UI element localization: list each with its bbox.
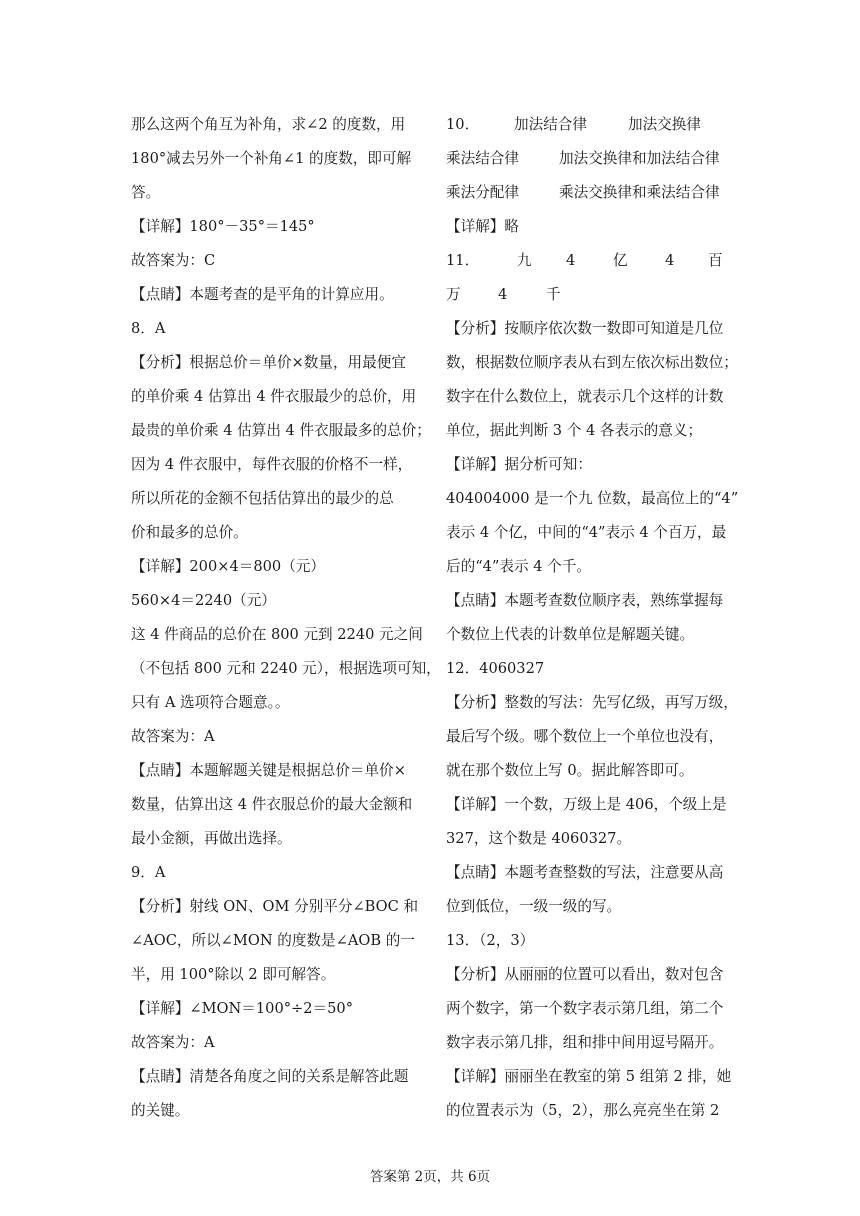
text-line: 【详解】180°－35°＝145°	[131, 218, 315, 235]
answer-term: 加法结合律	[514, 116, 587, 133]
question-number: 11．	[446, 252, 480, 269]
right-column	[446, 108, 746, 1128]
text-line: 最小金额，再做出选择。	[131, 830, 292, 847]
answer-term: 加法交换律和加法结合律	[559, 150, 720, 167]
text-line: 数，根据数位顺序表从右到左依次标出数位；	[446, 354, 738, 371]
left-column	[131, 108, 441, 1128]
answer-term: 千	[546, 286, 561, 303]
text-line: 数字在什么数位上，就表示几个这样的计数	[446, 388, 724, 405]
text-line: 最后写个级。哪个数位上一个单位也没有，	[446, 728, 724, 745]
text-line: 【详解】一个数，万级上是 406，个级上是	[446, 796, 727, 813]
text-line: 这 4 件商品的总价在 800 元到 2240 元之间	[131, 626, 423, 643]
text-line: 价和最多的总价。	[131, 524, 248, 541]
text-line: 后的“4”表示 4 个千。	[446, 558, 591, 575]
text-line: 故答案为：C	[131, 252, 216, 269]
answer-term: 亿	[613, 252, 628, 269]
text-line: 半，用 100°除以 2 即可解答。	[131, 966, 336, 983]
question-number: 10．	[446, 116, 480, 133]
answer-term: 九	[517, 252, 532, 269]
text-line: 【分析】按顺序依次数一数即可知道是几位	[446, 320, 724, 337]
question-heading: 9．A	[131, 864, 166, 881]
text-line: 【点睛】本题考查的是平角的计算应用。	[131, 286, 394, 303]
answer-term: 4	[566, 252, 576, 269]
question-heading: 13．（2，3）	[446, 932, 535, 949]
question-heading: 8．A	[131, 320, 166, 337]
text-line: 【详解】据分析可知：	[446, 456, 592, 473]
text-line: 个数位上代表的计数单位是解题关键。	[446, 626, 695, 643]
answer-term: 4	[498, 286, 508, 303]
text-line: 327，这个数是 4060327。	[446, 830, 632, 847]
text-line: 单位，据此判断 3 个 4 各表示的意义；	[446, 422, 703, 439]
text-line: 的单价乘 4 估算出 4 件衣服最少的总价，用	[131, 388, 417, 405]
text-line: 【点睛】本题解题关键是根据总价＝单价×	[131, 762, 406, 779]
text-line: 因为 4 件衣服中，每件衣服的价格不一样，	[131, 456, 413, 473]
text-line: 【分析】从丽丽的位置可以看出，数对包含	[446, 966, 724, 983]
text-line: 答。	[131, 184, 161, 201]
text-line: 的关键。	[131, 1102, 190, 1119]
text-line: 故答案为：A	[131, 728, 215, 745]
answer-term: 百	[708, 252, 723, 269]
answer-term: 乘法交换律和乘法结合律	[559, 184, 720, 201]
text-line: 560×4＝2240（元）	[131, 592, 276, 609]
q10-answer-row	[446, 108, 746, 142]
answer-term: 万	[446, 286, 461, 303]
text-line: 两个数字，第一个数字表示第几组，第二个	[446, 1000, 724, 1017]
text-line: 【分析】整数的写法：先写亿级，再写万级，	[446, 694, 738, 711]
text-line: 只有 A 选项符合题意。。	[131, 694, 290, 711]
text-line: 【详解】∠MON＝100°÷2＝50°	[131, 1000, 353, 1017]
answer-term: 加法交换律	[628, 116, 701, 133]
text-line: 【详解】丽丽坐在教室的第 5 组第 2 排，她	[446, 1068, 732, 1085]
question-heading: 12．4060327	[446, 660, 545, 677]
answer-term: 4	[665, 252, 675, 269]
text-line: 所以所花的金额不包括估算出的最少的总	[131, 490, 394, 507]
answer-term: 乘法结合律	[446, 150, 519, 167]
text-line: 【点睛】清楚各角度之间的关系是解答此题	[131, 1068, 409, 1085]
text-line: ∠AOC，所以∠MON 的度数是∠AOB 的一	[131, 932, 415, 949]
text-line: 位到低位，一级一级的写。	[446, 898, 622, 915]
text-line: 404004000 是一个九 位数，最高位上的“4”	[446, 490, 739, 507]
text-line: 表示 4 个亿，中间的“4”表示 4 个百万，最	[446, 524, 727, 541]
page-footer: 答案第 2页，共 6页	[369, 1169, 491, 1185]
q10-answer-row	[446, 142, 746, 176]
text-line: 故答案为：A	[131, 1034, 215, 1051]
text-line: 180°减去另外一个补角∠1 的度数，即可解	[131, 150, 412, 167]
text-line: 数量，估算出这 4 件衣服总价的最大金额和	[131, 796, 413, 813]
text-line: 【详解】200×4＝800（元）	[131, 558, 325, 575]
text-line: 数字表示第几排，组和排中间用逗号隔开。	[446, 1034, 724, 1051]
answer-term: 乘法分配律	[446, 184, 519, 201]
text-line: 【点睛】本题考查数位顺序表，熟练掌握每	[446, 592, 724, 609]
text-line: 【分析】射线 ON、OM 分别平分∠BOC 和	[131, 898, 419, 915]
text-line: 【分析】根据总价＝单价×数量，用最便宜	[131, 354, 406, 371]
text-line: 就在那个数位上写 0。据此解答即可。	[446, 762, 694, 779]
text-line: 的位置表示为（5，2），那么亮亮坐在第 2	[446, 1102, 720, 1119]
q10-answer-row	[446, 176, 746, 210]
text-line: 【详解】略	[446, 218, 519, 235]
text-line: 【点睛】本题考查整数的写法，注意要从高	[446, 864, 724, 881]
q11-answer-row	[446, 278, 746, 312]
text-line: 最贵的单价乘 4 估算出 4 件衣服最多的总价；	[131, 422, 431, 439]
q11-answer-row	[446, 244, 746, 278]
text-line: （不包括 800 元和 2240 元），根据选项可知，	[131, 660, 441, 677]
text-line: 那么这两个角互为补角，求∠2 的度数，用	[131, 116, 406, 133]
